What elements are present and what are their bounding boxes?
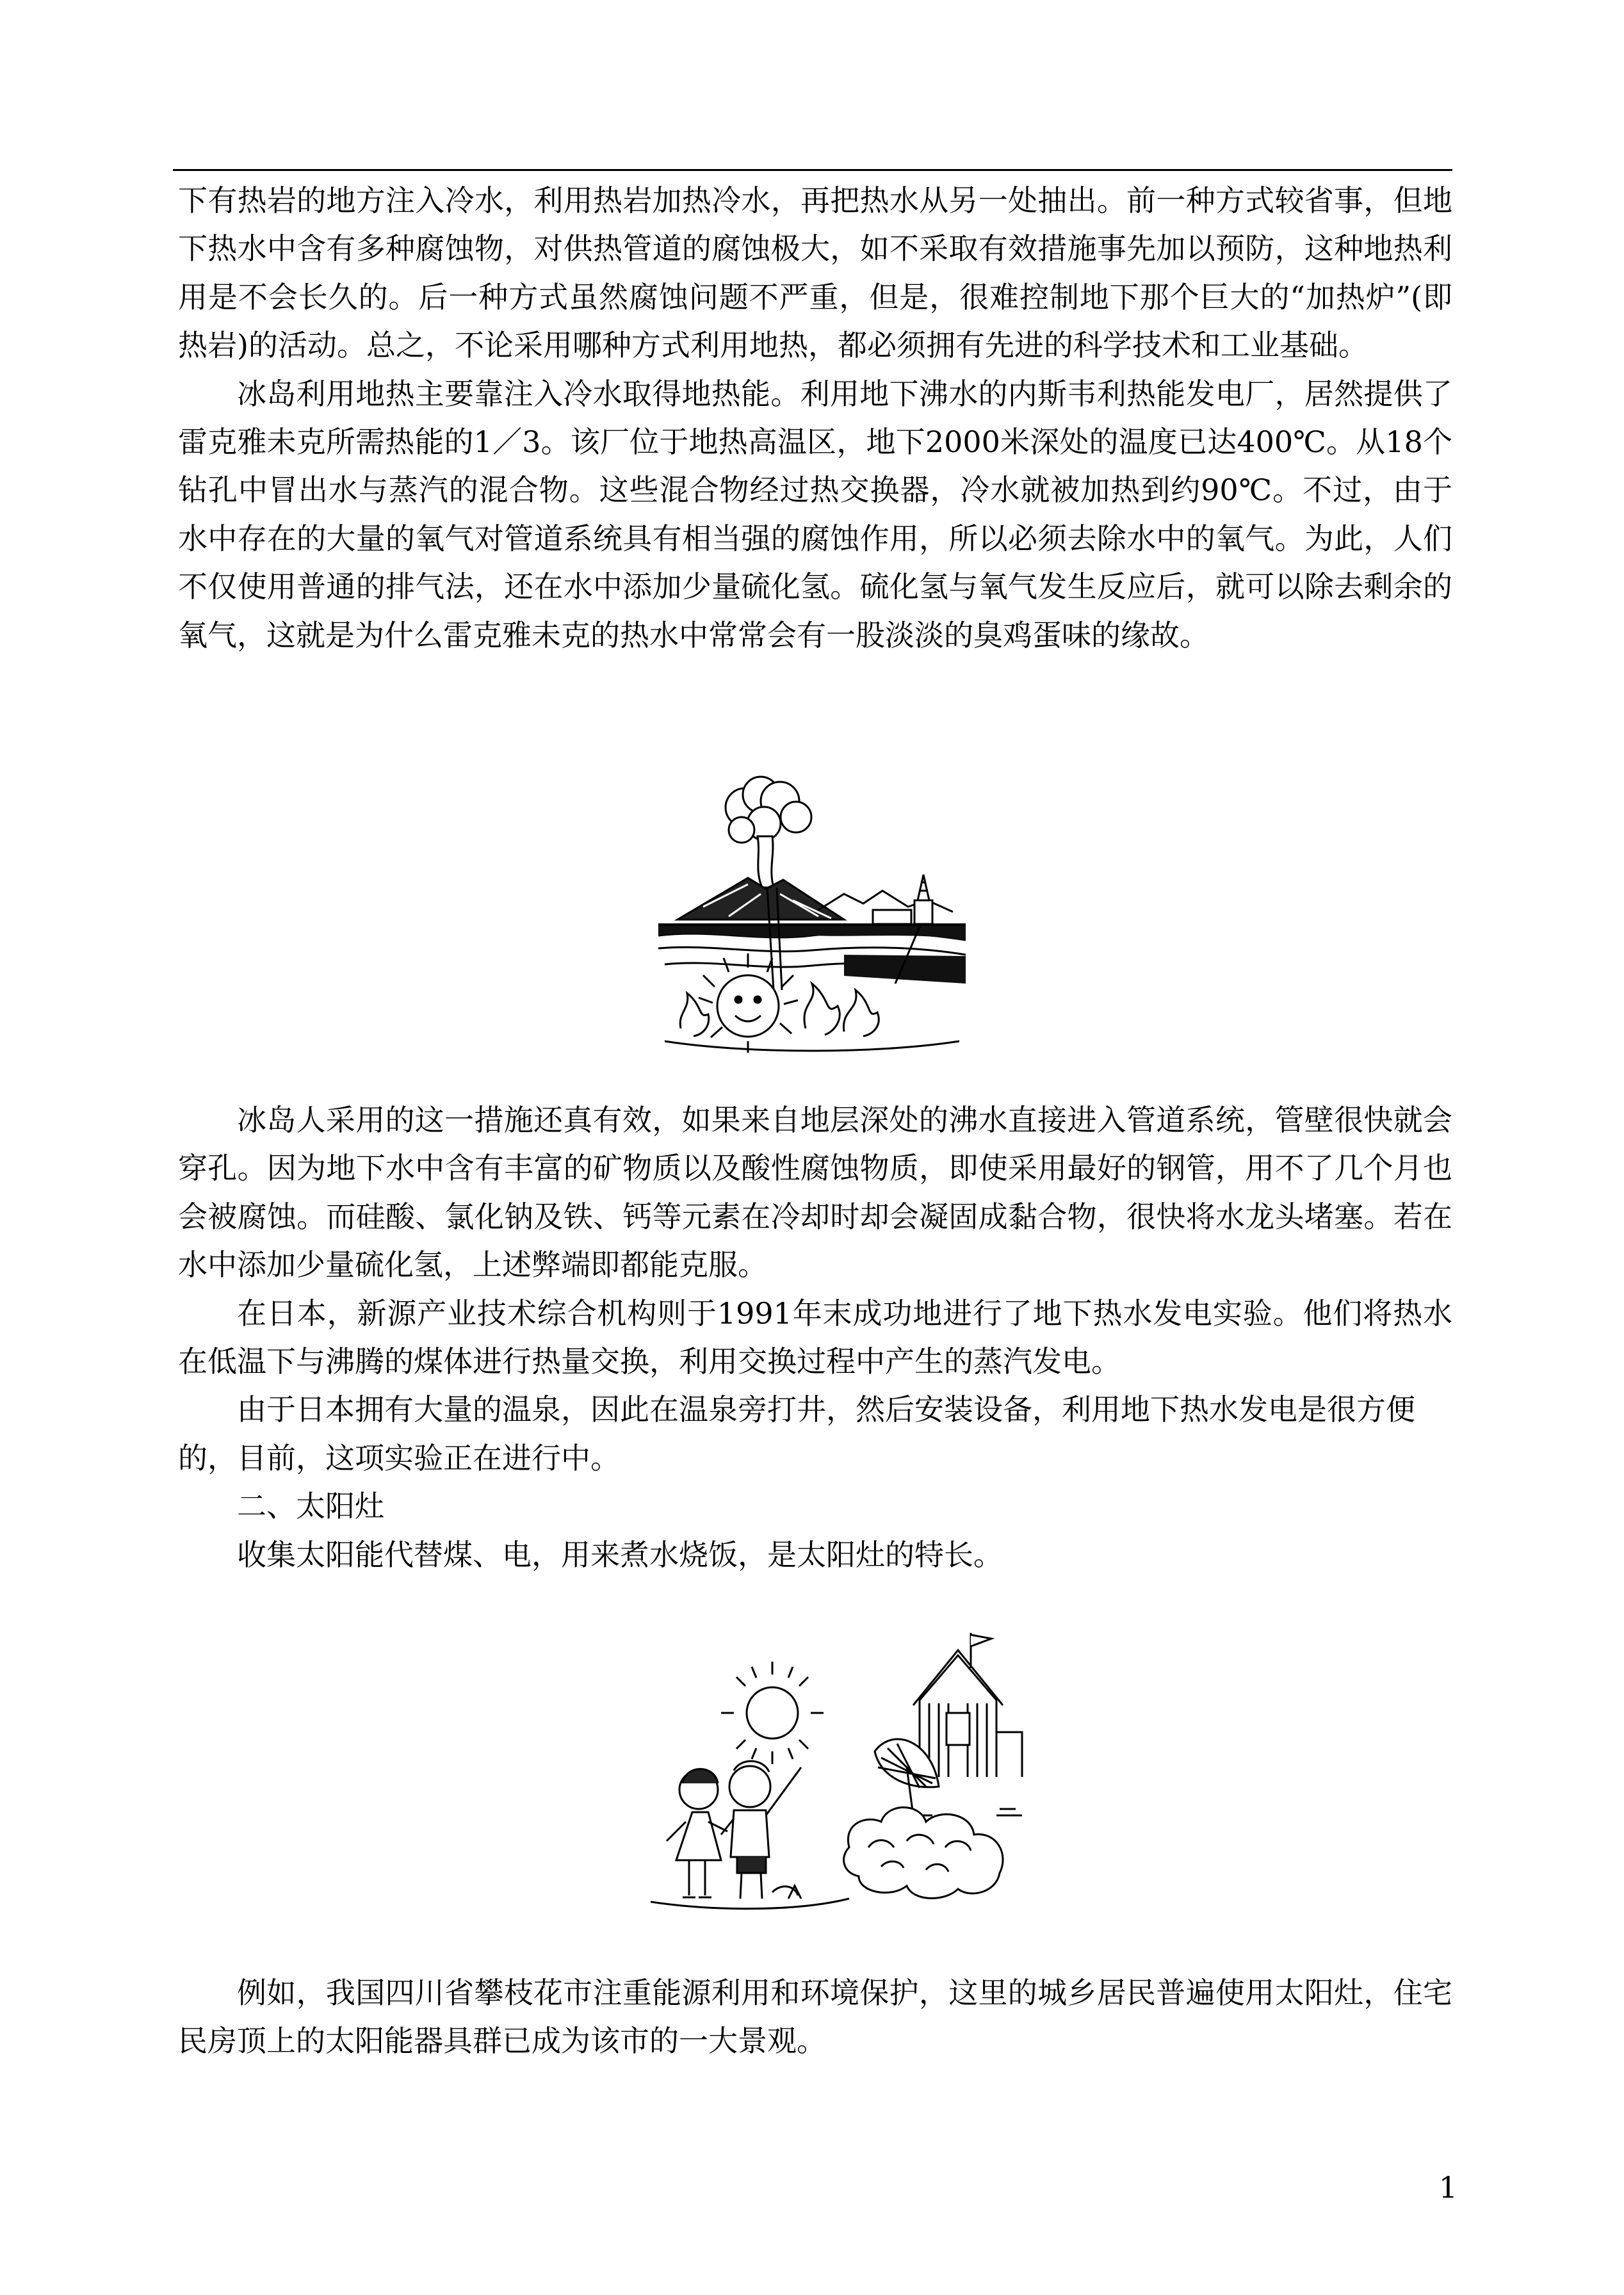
solar-cooker-illustration [638, 1630, 1035, 1924]
text-block-bottom [178, 1969, 1452, 2066]
text-block-middle [178, 1096, 1452, 1579]
page-number: 1 [1438, 2170, 1458, 2205]
paragraph: 例如，我国四川省攀枝花市注重能源利用和环境保护，这里的城乡居民普遍使用太阳灶，住宅民房顶上的太阳能器具群已成为该市的一大景观。 [178, 1975, 1452, 2059]
paragraph: 收集太阳能代替煤、电，用来煮水烧饭，是太阳灶的特长。 [237, 1537, 1003, 1572]
paragraph: 下有热岩的地方注入冷水，利用热岩加热冷水，再把热水从另一处抽出。前一种方式较省事，但地下热水中含有多种腐蚀物，对供热管道的腐蚀极大，如不采取有效措施事先加以预防，这种地热利用是不会长久的。后一种方式虽然腐蚀问题不严重，但是，很难控制地下那个巨大的“加热炉”(即热岩)的活动。总之，不论采用哪种方式利用地热，都必须拥有先进的科学技术和工业基础。 [178, 183, 1452, 363]
paragraph: 在日本，新源产业技术综合机构则于1991年末成功地进行了地下热水发电实验。他们将热水在低温下与沸腾的煤体进行热量交换，利用交换过程中产生的蒸汽发电。 [178, 1295, 1452, 1379]
paragraph: 由于日本拥有大量的温泉，因此在温泉旁打井，然后安装设备，利用地下热水发电是很方便的，目前，这项实验正在进行中。 [178, 1392, 1415, 1475]
section-heading: 二、太阳灶 [237, 1489, 384, 1524]
geothermal-illustration [652, 772, 972, 1057]
paragraph: 冰岛人采用的这一措施还真有效，如果来自地层深处的沸水直接进入管道系统，管壁很快就会穿孔。因为地下水中含有丰富的矿物质以及酸性腐蚀物质，即使采用最好的钢管，用不了几个月也会被腐蚀。而硅酸、氯化钠及铁、钙等元素在冷却时却会凝固成黏合物，很快将水龙头堵塞。若在水中添加少量硫化氢，上述弊端即都能克服。 [178, 1103, 1452, 1283]
header-rule [173, 169, 1452, 171]
text-block-top [178, 177, 1452, 660]
paragraph: 冰岛利用地热主要靠注入冷水取得地热能。利用地下沸水的内斯韦利热能发电厂，居然提供了雷克雅未克所需热能的1／3。该厂位于地热高温区，地下2000米深处的温度已达400℃。从18个钻孔中冒出水与蒸汽的混合物。这些混合物经过热交换器，冷水就被加热到约90℃。不过，由于水中存在的大量的氧气对管道系统具有相当强的腐蚀作用，所以必须去除水中的氧气。为此，人们不仅使用普通的排气法，还在水中添加少量硫化氢。硫化氢与氧气发生反应后，就可以除去剩余的氧气，这就是为什么雷克雅未克的热水中常常会有一股淡淡的臭鸡蛋味的缘故。 [178, 376, 1452, 653]
